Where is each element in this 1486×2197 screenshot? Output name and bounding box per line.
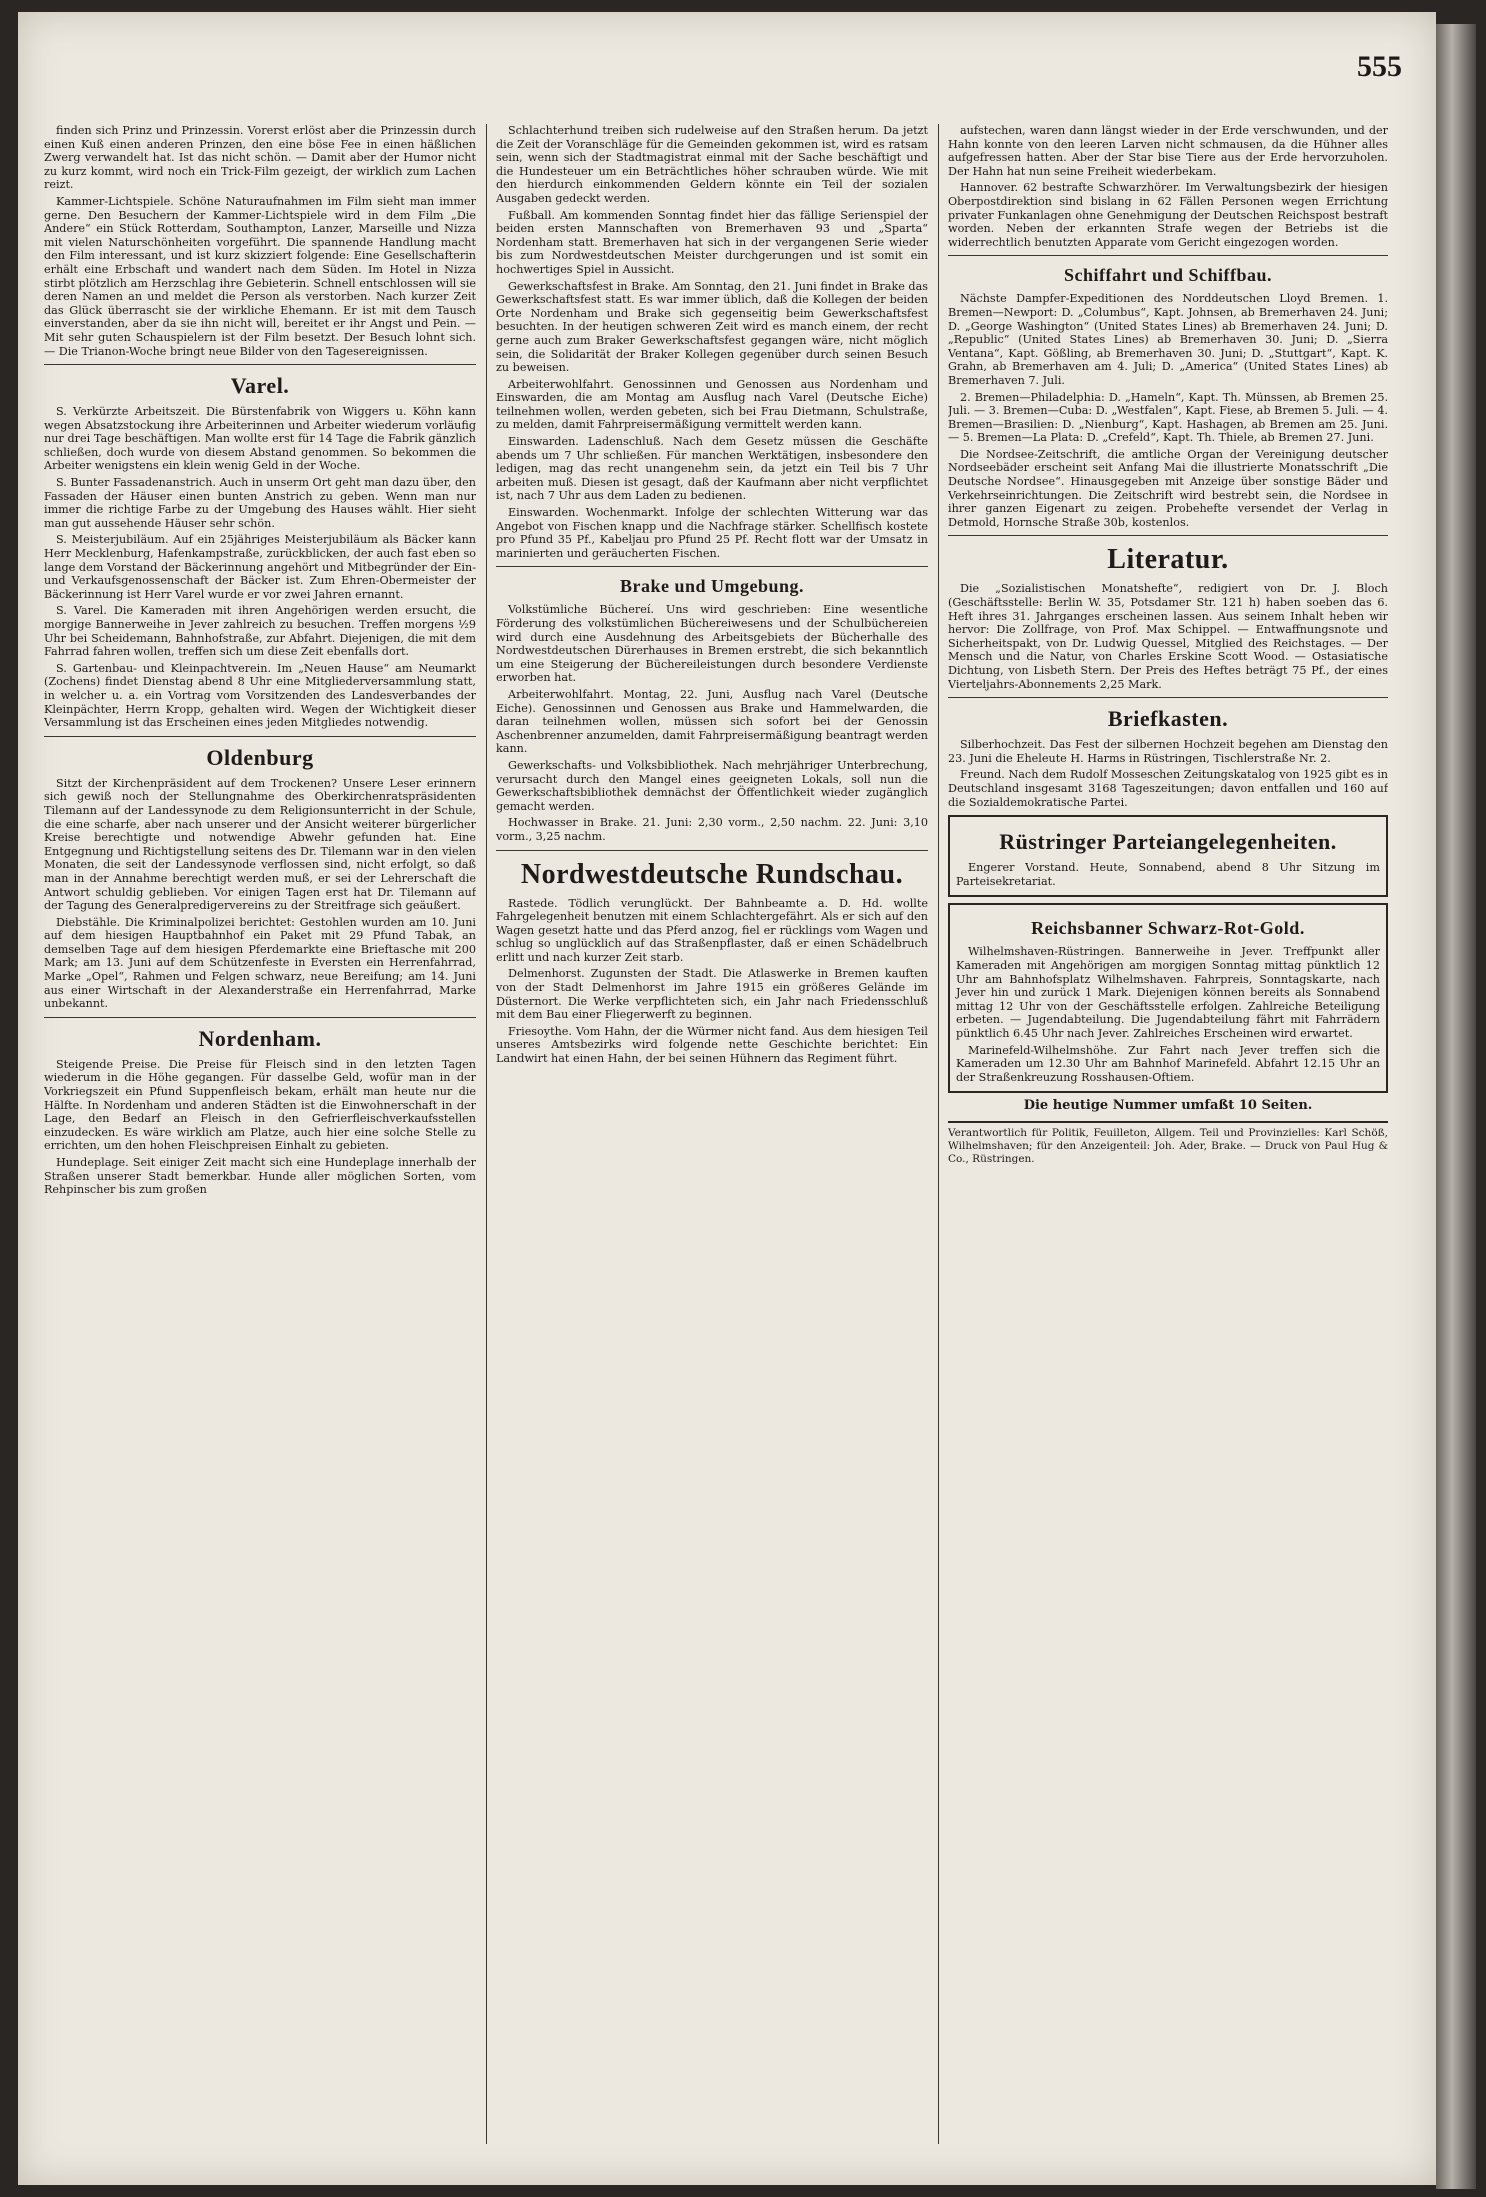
heading-schiffahrt: Schiffahrt und Schiffbau. (1063, 265, 1273, 286)
einswarden-wochenmarkt: Einswarden. Wochenmarkt. Infolge der schlechten Witterung war das Angebot von Fischen knapp und die Nachfrage stärker. Schellfisch kostete pro Pfund 35 Pf., Kabeljau pro Pfund 25 Pf. Recht flott war der Umsatz in marinierten und geräucherten Fischen. (496, 506, 928, 560)
partei-vorstand: Engerer Vorstand. Heute, Sonnabend, abend 8 Uhr Sitzung im Parteisekretariat. (956, 861, 1380, 888)
newspaper-page (18, 12, 1436, 2185)
reichsbanner-marinefeld: Marinefeld-Wilhelmshöhe. Zur Fahrt nach Jever treffen sich die Kameraden um 12.30 Uhr am Bahnhof Marinefeld. Abfahrt 12.15 Uhr an der Straßenkreuzung Rosshausen-Oftiem. (956, 1043, 1380, 1084)
divider (44, 1017, 476, 1018)
heading-brake: Brake und Umgebung. (619, 576, 805, 597)
nordenham-preise: Steigende Preise. Die Preise für Fleisch sind in den letzten Tagen wiederum in die Höhe gegangen. Für dasselbe Geld, wofür man in der Vorkriegszeit ein Pfund Suppenfleisch bekam, erhält man heute nur die Hälfte. In Nordenham und anderen Städten ist die Einwohnerschaft in der Lage, den Bedarf an Fleisch in den Gefrierfleischverkaufsstellen einzudecken. Es wäre wirklich am Platze, auch hier eine solche Stelle zu errichten, um den hohen Fleischpreisen Einhalt zu gebieten. (44, 1057, 476, 1153)
fussball: Fußball. Am kommenden Sonntag findet hier das fällige Serienspiel der beiden ersten Mannschaften von Bremerhaven 93 und „Sparta“ Nordenham statt. Bremerhaven hat sich in der vergangenen Serie wieder bis zum Nordwestdeutschen Meister durchgerungen und ist somit ein hochwertiges Spiel in Aussicht. (496, 208, 928, 276)
column-3 (948, 124, 1388, 2154)
reichsbanner-bannerweihe: Wilhelmshaven-Rüstringen. Bannerweihe in Jever. Treffpunkt aller Kameraden mit Angehörigen am morgigen Sonntag mittag pünktlich 12 Uhr am Bahnhofsplatz Wilhelmshaven. Fahrpreis, Sonntagskarte, nach Jever hin und zurück 1 Mark. Diejenigen können bereits als Sonnabend mittag 12 Uhr von der Geschäftsstelle erfolgen. Zahlreiche Beteiligung erbeten. — Jugendabteilung. Die Jugendabteilung fährt mit Fahrrädern pünktlich 6.45 Uhr nach Jever. Zahlreiches Erscheinen wird erwartet. (956, 945, 1380, 1040)
nordsee-zeitschrift: Die Nordsee-Zeitschrift, die amtliche Organ der Vereinigung deutscher Nordseebäder erscheint seit Anfang Mai die illustrierte Monatsschrift „Die Deutsche Nordsee“. Hinausgegeben mit Anzeige über sonstige Bäder und Verkehrseinrichtungen. Die Zeitschrift wird bestrebt sein, die Nordsee in ihrer ganzen Eigenart zu zeigen. Probehefte versendet der Verlag in Detmold, Hornsche Straße 30b, kostenlos. (948, 447, 1388, 529)
brake-hochwasser: Hochwasser in Brake. 21. Juni: 2,30 vorm., 2,50 nachm. 22. Juni: 3,10 vorm., 3,25 nachm. (496, 816, 928, 843)
varel-meisterjubilaeum: S. Meisterjubiläum. Auf ein 25jähriges Meisterjubiläum als Bäcker kann Herr Mecklenburg, Hafenkampstraße, zurückblicken, der auch fast eben so lange dem Vorstand der Bäckerinnung angehört und Mitbegründer der Ein- und Verkaufsgenossenschaft der Bäcker ist. Zum Ehren-Obermeister der Bäckerinnung ist Herr Varel wurde er vor zwei Jahren ernannt. (44, 533, 476, 601)
divider (948, 535, 1388, 536)
brake-bibliothek: Gewerkschafts- und Volksbibliothek. Nach mehrjähriger Unterbrechung, verursacht durch den Mangel eines geeigneten Lokals, soll nun die Gewerkschaftsbibliothek demnächst der Öffentlichkeit wieder zugänglich gemacht werden. (496, 758, 928, 813)
column-rule (486, 124, 487, 2144)
divider (44, 364, 476, 365)
heading-partei: Rüstringer Parteiangelegenheiten. (999, 829, 1337, 855)
film-intro: finden sich Prinz und Prinzessin. Vorerst erlöst aber die Prinzessin durch einen Kuß einen anderen Prinzen, den eine böse Fee in einen häßlichen Zwerg verwandelt hat. Ist das nicht schön. — Damit aber der Humor nicht zu kurz kommt, wird noch ein Trick-Film gezeigt, der wirklich zum Lachen reizt. (44, 124, 476, 192)
brake-arbeiterwohlfahrt: Arbeiterwohlfahrt. Montag, 22. Juni, Ausflug nach Varel (Deutsche Eiche). Genossinnen und Genossen aus Brake und Hammelwarden, die daran teilnehmen wollen, müssen sich sofort bei der Genossin Aschenbrenner anzumelden, damit Fahrpreisermäßigung beantragt werden kann. (496, 687, 928, 756)
hannover-schwarzhoerer: Hannover. 62 bestrafte Schwarzhörer. Im Verwaltungsbezirk der hiesigen Oberpostdirektion sind bislang in 62 Fällen Personen wegen Errichtung privater Funkanlagen ohne Genehmigung der Deutschen Reichspost bestraft worden. Neben der erkannten Strafe wegen der Betriebs ist die widerrechtlich benutzten Apparate vom Gericht eingezogen worden. (948, 181, 1388, 249)
heading-literatur: Literatur. (1107, 544, 1229, 576)
heading-briefkasten: Briefkasten. (1107, 706, 1229, 732)
heading-varel: Varel. (230, 373, 290, 399)
nordenham-hundeplage: Hundeplage. Seit einiger Zeit macht sich eine Hundeplage innerhalb der Straßen unserer Stadt bemerkbar. Hunde aller möglichen Sorten, vom Rehpinscher bis zum großen (44, 1156, 476, 1197)
einswarden-ladenschluss: Einswarden. Ladenschluß. Nach dem Gesetz müssen die Geschäfte abends um 7 Uhr schließen. Für manchen Werktätigen, insbesondere den ledigen, mag das recht unangenehm sein, da jetzt ein Teil bis 7 Uhr arbeiten muß. Diesen ist gesagt, daß der Kaufmann aber nicht verpflichtet ist, nach 7 Uhr aus dem Laden zu bedienen. (496, 435, 928, 503)
friesoythe-hahn: Friesoythe. Vom Hahn, der die Würmer nicht fand. Aus dem hiesigen Teil unseres Amtsbezirks wird folgende nette Geschichte berichtet: Ein Landwirt hat einen Hahn, der bei seinen Hühnern das Regiment führt. (496, 1024, 928, 1066)
brake-buecherei: Volkstümliche Büchereí. Uns wird geschrieben: Eine wesentliche Förderung des volkstümlichen Büchereiwesens und der Schulbüchereien wird durch eine Ausdehnung des Arbeitsgebiets der Bücherhalle des Nordwestdeutschen Dürerhauses in Bremen erstrebt, die sich bekanntlich um eine Steigerung der Büchereileistungen durch besondere Verdienste erworben hat. (496, 603, 928, 685)
column-rule (938, 124, 939, 2144)
heading-oldenburg: Oldenburg (206, 744, 314, 770)
divider (496, 850, 928, 851)
heading-rundschau: Nordwestdeutsche Rundschau. (520, 858, 904, 890)
reichsbanner-box (948, 903, 1388, 1093)
imprint: Verantwortlich für Politik, Feuilleton, Allgem. Teil und Provinzielles: Karl Schöß, Wilhelmshaven; für den Anzeigenteil: Joh. Ader, Brake. — Druck von Paul Hug & Co., Rüstringen. (948, 1121, 1388, 1166)
heading-reichsbanner: Reichsbanner Schwarz-Rot-Gold. (1031, 918, 1305, 939)
kammer-lichtspiele: Kammer-Lichtspiele. Schöne Naturaufnahmen im Film sieht man immer gerne. Den Besuchern der Kammer-Lichtspiele wird in dem Film „Die Andere“ ein Stück Rotterdam, Southampton, Lanzer, Marseille und Nizza mit vielen Naturschönheiten vorgeführt. Die spannende Handlung macht den Film interessant, und ist kurz skizziert folgende: Eine Gesellschafterin erhält eine Erbschaft und wandert nach dem Süden. Im Hotel in Nizza stirbt plötzlich am Herzschlag ihre Gebieterin. Schnell entschlossen will sie deren Namen an und meldet die Person als verstorben. Nach kurzer Zeit das Glück überrascht sie der wirkliche Ehemann. Er ist mit dem Tausch einverstanden, aber da sie ihn nicht will, bereitet er ihr Angst und Pein. — Mit sehr guten Schauspielern ist der Film besetzt. Der Besuch lohnt sich. — Die Trianon-Woche bringt neue Bilder von den Tagesereignissen. (44, 194, 476, 358)
heading-nordenham: Nordenham. (198, 1025, 322, 1051)
delmenhorst-stadt: Delmenhorst. Zugunsten der Stadt. Die Atlaswerke in Bremen kauften von der Stadt Delmenhorst im Jahre 1915 ein größeres Gelände im Düsternort. Die Werke verpflichteten sich, ein Jahr nach Friedensschluß mit dem Bau einer Fliegerwerft zu beginnen. (496, 967, 928, 1022)
column-2 (496, 124, 928, 2154)
varel-gartenbau: S. Gartenbau- und Kleinpachtverein. Im „Neuen Hause“ am Neumarkt (Zochens) findet Dienstag abend 8 Uhr eine Mitgliederversammlung statt, in welcher u. a. ein Vortrag vom Vorsitzenden des Landesverbandes der Kleinpächter, Herrn Kropp, gehalten wird. Wegen der Wichtigkeit dieser Versammlung ist das Erscheinen eines jeden Mitgliedes notwendig. (44, 661, 476, 730)
divider (948, 697, 1388, 698)
literatur-monatshefte: Die „Sozialistischen Monatshefte“, redigiert von Dr. J. Bloch (Geschäftsstelle: Berlin W. 35, Potsdamer Str. 121 h) haben soeben das 6. Heft ihres 31. Jahrganges erscheinen lassen. Aus seinem Inhalt heben wir hervor: Die Zollfrage, von Prof. Max Schippel. — Entwaffnungsnote und Sicherheitspakt, von Dr. Ludwig Quessel, Mitglied des Reichstages. — Der Mensch und die Natur, von Charles Erskine Scott Wood. — Ostasiatische Dichtung, von Lisbeth Stern. Der Preis des Heftes beträgt 75 Pf., der eines Vierteljahrs-Abonnements 2,25 Mark. (948, 582, 1388, 691)
page-number: 555 (1357, 50, 1402, 83)
gewerkschaftsfest: Gewerkschaftsfest in Brake. Am Sonntag, den 21. Juni findet in Brake das Gewerkschaftsfest statt. Es war immer üblich, daß die Kollegen der beiden Orte Nordenham und Brake sich gegenseitig beim Gewerkschaftsfest besuchten. In der heutigen schweren Zeit wird es manch einem, der recht gerne auch zum Braker Gewerkschaftsfest gegangen wäre, nicht möglich sein, die Solidarität der Braker Kollegen gegenüber durch seinen Besuch zu beweisen. (496, 279, 928, 375)
varel-kameraden: S. Varel. Die Kameraden mit ihren Angehörigen werden ersucht, die morgige Bannerweihe in Jever zahlreich zu besuchen. Treffen morgens ½9 Uhr bei Scheidemann, Bahnhofstraße, zur Abfahrt. Diejenigen, die mit dem Fahrrad fahren wollen, treffen sich um diese Zeit ebenfalls dort. (44, 604, 476, 659)
page-edge (1436, 24, 1476, 2189)
schiffahrt-routen: 2. Bremen—Philadelphia: D. „Hameln“, Kapt. Th. Münssen, ab Bremen 25. Juli. — 3. Bremen—Cuba: D. „Westfalen“, Kapt. Fiese, ab Bremen 5. Juli. — 4. Bremen—Brasilien: D. „Nienburg“, Kapt. Hashagen, ab Bremen am 25. Juni. — 5. Bremen—La Plata: D. „Crefeld“, Kapt. Th. Thiele, ab Bremen 27. Juni. (948, 390, 1388, 445)
column-1 (44, 124, 476, 2154)
hunde-fortsetzung: Schlachterhund treiben sich rudelweise auf den Straßen herum. Da jetzt die Zeit der Voranschläge für die Gemeinden gekommen ist, wird es ratsam sein, wenn sich der Stadtmagistrat einmal mit der Sache beschäftigt und die Hundesteuer um ein Beträchtliches höher schrauben würde. Wie mit den hierdurch einkommenden Geldern könnte ein Teil der sozialen Ausgaben gedeckt werden. (496, 124, 928, 205)
briefkasten-silberhochzeit: Silberhochzeit. Das Fest der silbernen Hochzeit begehen am Dienstag den 23. Juni die Eheleute H. Harms in Rüstringen, Tischlerstraße Nr. 2. (948, 738, 1388, 765)
divider (44, 736, 476, 737)
divider (948, 255, 1388, 256)
hahn-fortsetzung: aufstechen, waren dann längst wieder in der Erde verschwunden, und der Hahn konnte von den leeren Larven nicht schmausen, da die Hühner alles aufgefressen hatten. Aber der Star bise Tiere aus der Erde hervorzuholen. Der Hahn hat nun seine Freiheit wiederbekam. (948, 124, 1388, 178)
oldenburg-diebstaehle: Diebstähle. Die Kriminalpolizei berichtet: Gestohlen wurden am 10. Juni auf dem hiesigen Hauptbahnhof ein Paket mit 29 Pfund Tabak, an demselben Tage auf dem hiesigen Pferdemarkte eine Brieftasche mit 200 Mark; am 13. Juni auf dem Schützenfeste in Eversten ein Herrenfahrrad, Marke „Opel“, Rahmen und Felgen schwarz, neue Bereifung; am 14. Juni aus einer Wirtschaft in der Alexanderstraße ein Herrenfahrrad, Marke unbekannt. (44, 915, 476, 1011)
schiffahrt-lloyd: Nächste Dampfer-Expeditionen des Norddeutschen Lloyd Bremen. 1. Bremen—Newport: D. „Columbus“, Kapt. Johnsen, ab Bremerhaven 24. Juni; D. „George Washington“ (United States Lines) ab Bremerhaven 24. Juni; D. „Republic“ (United States Lines) ab Bremerhaven 30. Juni; D. „Sierra Ventana“, Kapt. Gößling, ab Bremerhaven 30. Juni; D. „Stuttgart“, Kapt. K. Grahn, ab Bremerhaven am 4. Juli; D. „America“ (United States Lines) ab Bremerhaven 7. Juli. (948, 292, 1388, 387)
oldenburg-kirchenpraesident: Sitzt der Kirchenpräsident auf dem Trockenen? Unsere Leser erinnern sich gewiß noch der Stellungnahme des Oberkirchenratspräsidenten Tilemann auf der Landessynode zu dem Religionsunterricht in der Schule, die eine scharfe, aber nach unserer und der Ansicht weiterer bürgerlicher Kreise berechtigte und notwendige Abwehr gefunden hat. Eine Entgegnung und Richtigstellung seitens des Dr. Tilemann war in den vielen Monaten, die seit der Landessynode verflossen sind, nicht erfolgt, so daß man in der Annahme berechtigt werden muß, er sei der Lehrerschaft die Antwort schuldig geblieben. Vor einigen Tagen erst hat Dr. Tilemann auf der Tagung des Generalpredigervereins zu der Streitfrage sich geäußert. (44, 776, 476, 913)
arbeiterwohlfahrt-nordenham: Arbeiterwohlfahrt. Genossinnen und Genossen aus Nordenham und Einswarden, die am Montag am Ausflug nach Varel (Deutsche Eiche) teilnehmen wollen, werden gebeten, sich bei Frau Dietmann, Schulstraße, zu melden, damit Fahrpreisermäßigung vermittelt werden kann. (496, 377, 928, 432)
varel-fassaden: S. Bunter Fassadenanstrich. Auch in unserm Ort geht man dazu über, den Fassaden der Häuser einen bunten Anstrich zu geben. Wenn man nur immer die richtige Farbe zu der Umgebung des Hauses wählt. Hier sieht man gut aussehende Häuser sehr schön. (44, 476, 476, 530)
briefkasten-freund: Freund. Nach dem Rudolf Mosseschen Zeitungskatalog von 1925 gibt es in Deutschland insgesamt 3168 Tageszeitungen; davon entfallen und 160 auf die Sozialdemokratische Partei. (948, 768, 1388, 809)
divider (496, 566, 928, 567)
varel-arbeitszeit: S. Verkürzte Arbeitszeit. Die Bürstenfabrik von Wiggers u. Köhn kann wegen Absatzstockung ihre Arbeiterinnen und Arbeiter wiederum vorläufig nur drei Tage beschäftigen. Man wollte erst für 14 Tage die Fabrik gänzlich schließen, doch wurde von diesem Abstand genommen. So bekommen die Arbeiter wenigstens ein klein wenig Geld in der Woche. (44, 405, 476, 473)
partei-box (948, 815, 1388, 897)
rastede-unglueck: Rastede. Tödlich verunglückt. Der Bahnbeamte a. D. Hd. wollte Fahrgelegenheit benutzen mit einem Schlachtergefährt. Als er sich auf den Wagen gesetzt hatte und das Pferd anzog, fiel er rücklings vom Wagen und schlug so unglücklich auf das Straßenpflaster, daß er einen Schädelbruch erlitt und nach kurzer Zeit starb. (496, 896, 928, 964)
issue-pages-note: Die heutige Nummer umfaßt 10 Seiten. (1023, 1098, 1313, 1114)
